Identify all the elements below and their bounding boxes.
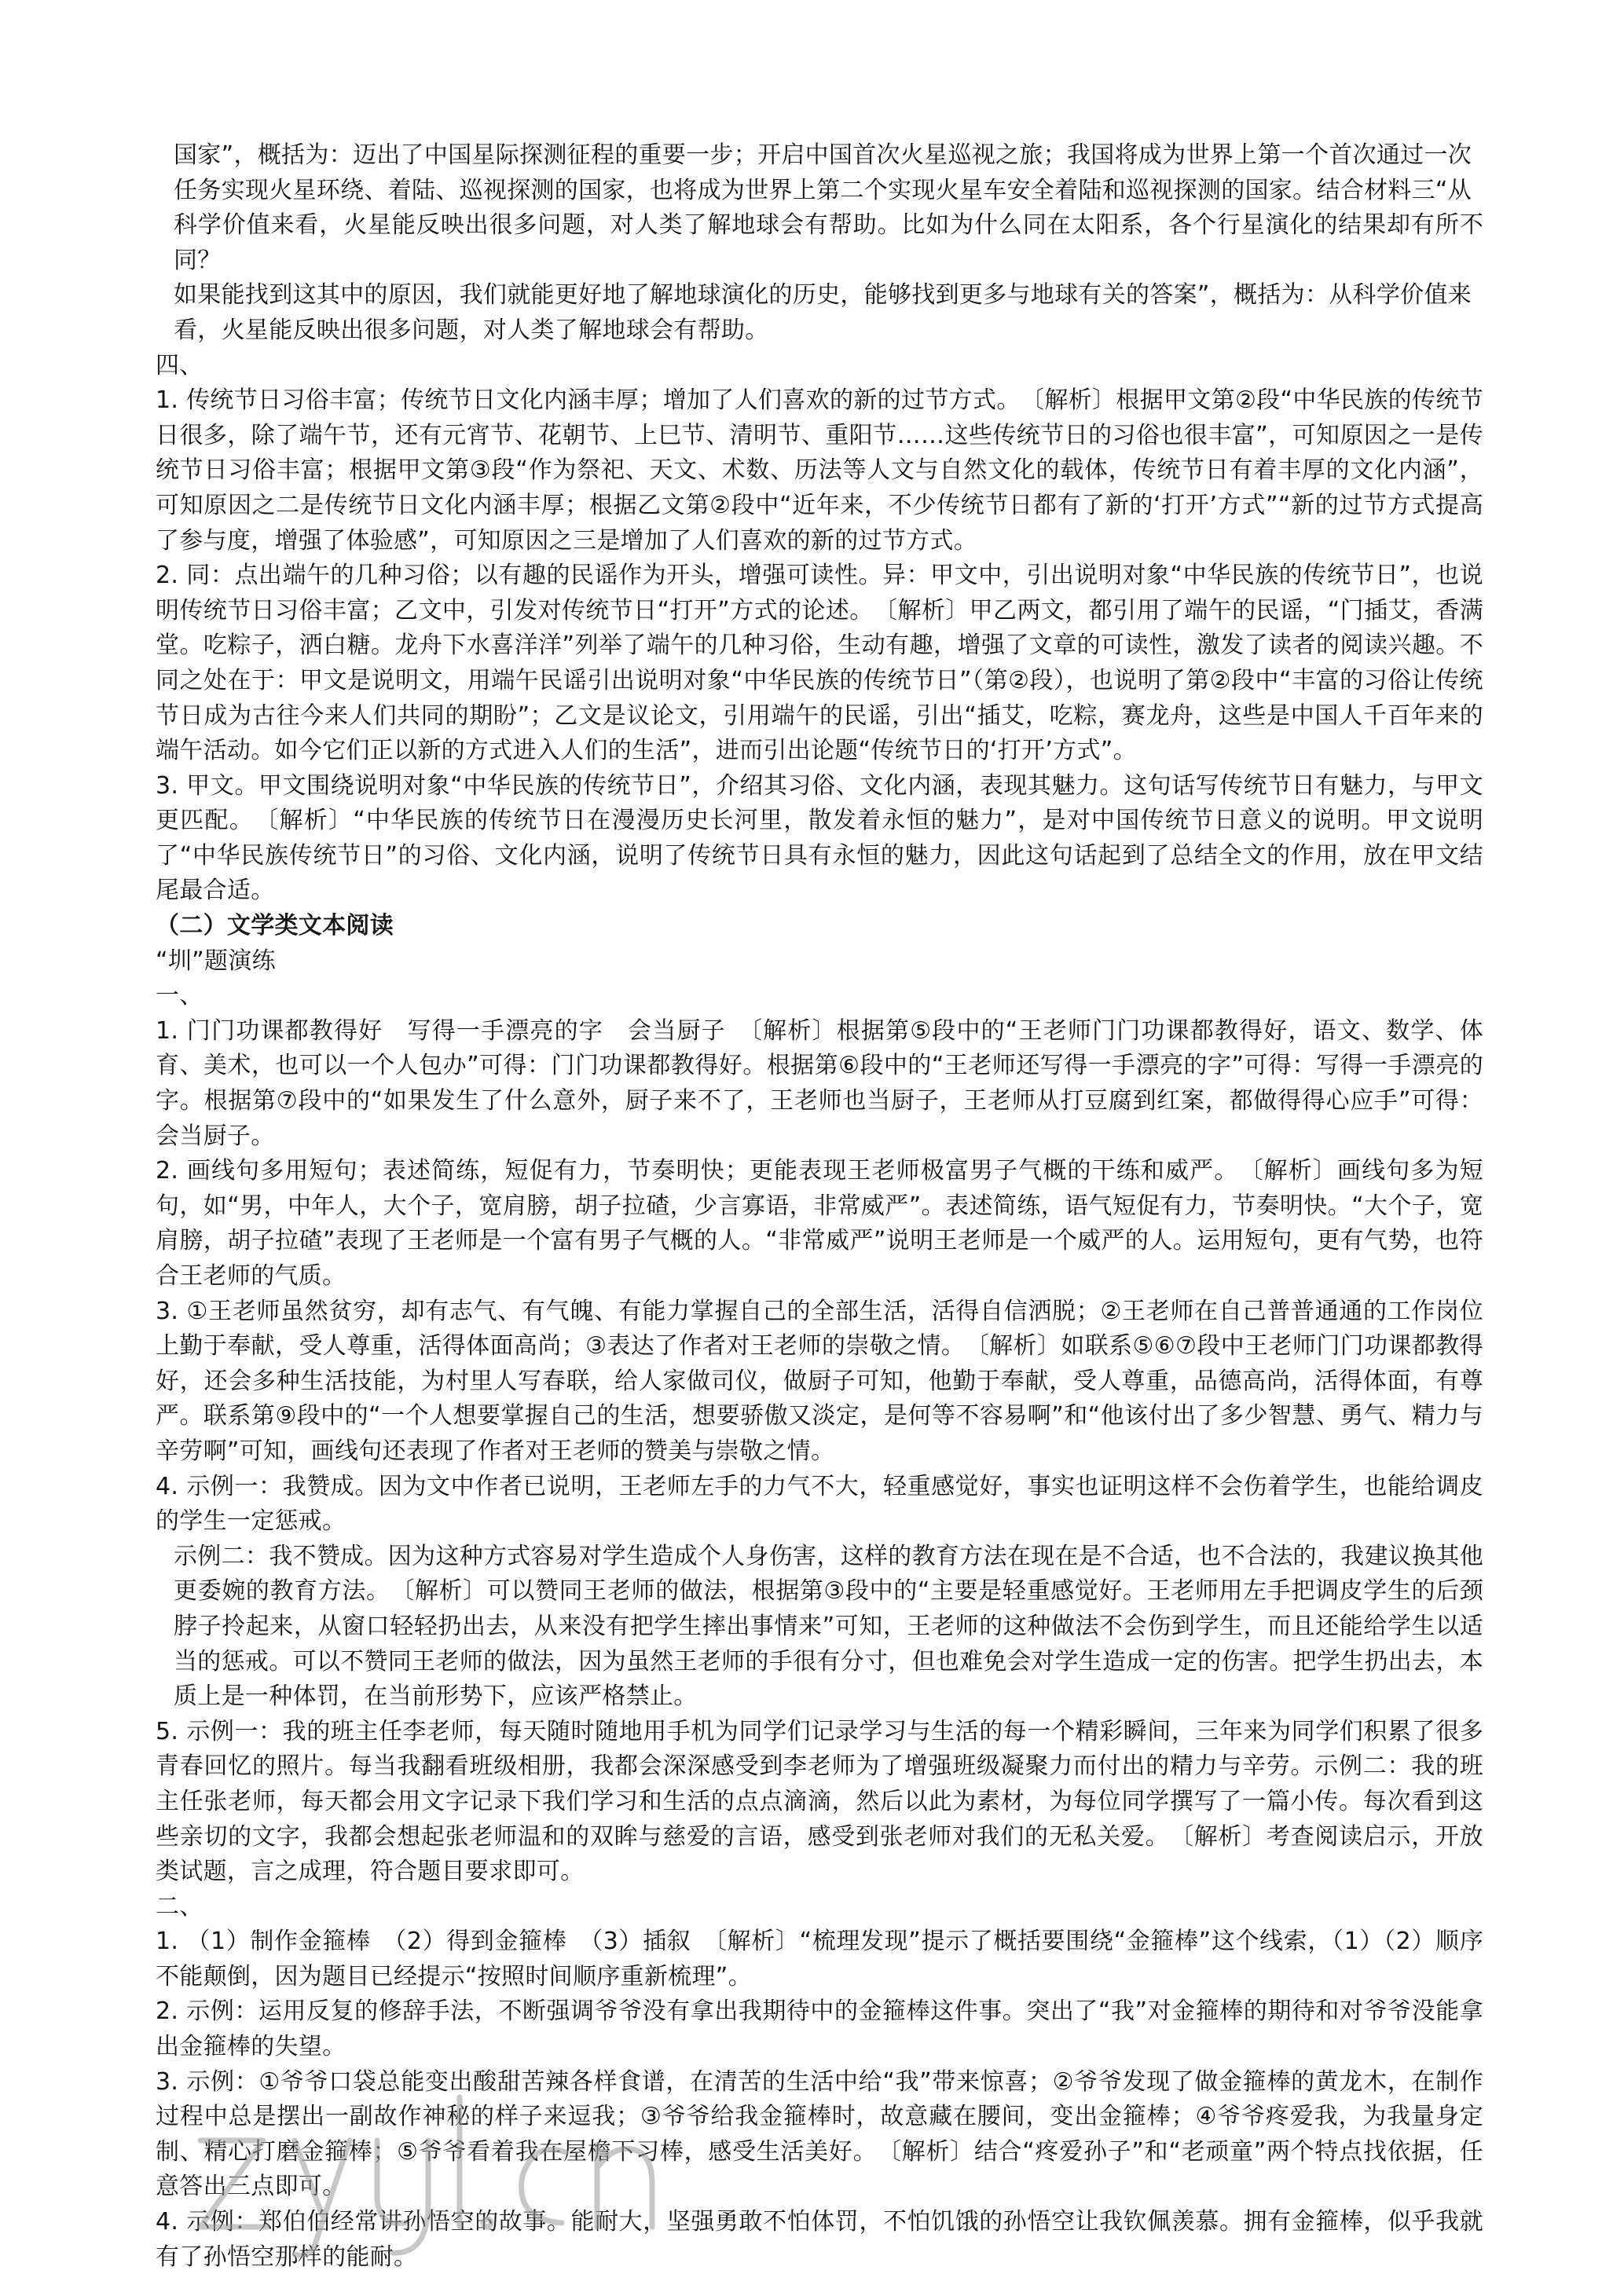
intro-line-3: 科学价值来看，火星能反映出很多问题，对人类了解地球会有帮助。比如为什么同在太阳系，各个行星演化的结果却有所不同？	[174, 211, 1483, 274]
answer-1-4-example-1: 4. 示例一：我赞成。因为文中作者已说明，王老师左手的力气不大，轻重感觉好，事实也证明这样不会伤着学生，也能给调皮的学生一定惩戒。	[156, 1472, 1483, 1536]
answer-page	[156, 138, 1483, 2275]
intro-line-2: 任务实现火星环绕、着陆、巡视探测的国家，也将成为世界上第二个实现火星车安全着陆和巡视探测的国家。结合材料三“从	[174, 176, 1472, 204]
section-four-heading: 四、	[156, 351, 203, 379]
answer-4-1: 1. 传统节日习俗丰富；传统节日文化内涵丰厚；增加了人们喜欢的新的过节方式。 〔解析〕根据甲文第②段“中华民族的传统节日很多，除了端午节，还有元宵节、花朝节、上巳节、清明节、重阳节……这些传统节日的习俗也很丰富”，可知原因之一是传统节日习俗丰富；根据甲文第③段“作为祭祀、天文、术数、历法等人文与自然文化的载体，传统节日有着丰厚的文化内涵”，可知原因之二是传统节日文化内涵丰厚；根据乙文第②段中“近年来，不少传统节日都有了新的‘打开’方式”“新的过节方式提高了参与度，增强了体验感”，可知原因之三是增加了人们喜欢的新的过节方式。	[156, 386, 1483, 555]
answer-4-3: 3. 甲文。甲文围绕说明对象“中华民族的传统节日”，介绍其习俗、文化内涵，表现其魅力。这句话写传统节日有魅力，与甲文更匹配。 〔解析〕“中华民族的传统节日在漫漫历史长河里，散发着永恒的魅力”，是对中国传统节日意义的说明。甲文说明了“中华民族传统节日”的习俗、文化内涵，说明了传统节日具有永恒的魅力，因此这句话起到了总结全文的作用，放在甲文结尾最合适。	[156, 771, 1483, 905]
answer-4-2: 2. 同：点出端午的几种习俗；以有趣的民谣作为开头，增强可读性。异：甲文中，引出说明对象“中华民族的传统节日”，也说明传统节日习俗丰富；乙文中，引发对传统节日“打开”方式的论述。 〔解析〕甲乙两文，都引用了端午的民谣，“门插艾，香满堂。吃粽子，洒白糖。龙舟下水喜洋洋”列举了端午的几种习俗，生动有趣，增强了文章的可读性，激发了读者的阅读兴趣。不同之处在于：甲文是说明文，用端午民谣引出说明对象“中华民族的传统节日”（第②段），也说明了第②段中“丰富的习俗让传统节日成为古往今来人们共同的期盼”；乙文是议论文，引用端午的民谣，引出“插艾，吃粽，赛龙舟，这些是中国人千百年来的端午活动。如今它们正以新的方式进入人们的生活”，进而引出论题“传统节日的‘打开’方式”。	[156, 562, 1483, 765]
answer-1-4-example-2: 示例二：我不赞成。因为这种方式容易对学生造成个人身伤害，这样的教育方法在现在是不合适，也不合法的，我建议换其他更委婉的教育方法。 〔解析〕可以赞同王老师的做法，根据第③段中的“主要是轻重感觉好。王老师用左手把调皮学生的后颈脖子拎起来，从窗口轻轻扔出去，从来没有把学生摔出事情来”可知，王老师的这种做法不会伤到学生，而且还能给学生以适当的惩戒。可以不赞同王老师的做法，因为虽然王老师的手很有分寸，但也难免会对学生造成一定的伤害。把学生扔出去，本质上是一种体罚，在当前形势下，应该严格禁止。	[174, 1542, 1483, 1711]
section-subtitle: “圳”题演练	[156, 947, 276, 975]
intro-line-5: 看，火星能反映出很多问题，对人类了解地球会有帮助。	[174, 316, 769, 344]
answer-1-5: 5. 示例一：我的班主任李老师，每天随时随地用手机为同学们记录学习与生活的每一个精彩瞬间，三年来为同学们积累了很多青春回忆的照片。每当我翻看班级相册，我都会深深感受到李老师为了增强班级凝聚力而付出的精力与辛劳。示例二：我的班主任张老师，每天都会用文字记录下我们学习和生活的点点滴滴，然后以此为素材，为每位同学撰写了一篇小传。每次看到这些亲切的文字，我都会想起张老师温和的双眸与慈爱的言语，感受到张老师对我们的无私关爱。 〔解析〕考查阅读启示，开放类试题，言之成理，符合题目要求即可。	[156, 1717, 1483, 1886]
watermark-logo-icon	[177, 2066, 680, 2262]
answer-2-3: 3. 示例：①爷爷口袋总能变出酸甜苦辣各样食谱，在清苦的生活中给“我”带来惊喜；②爷爷发现了做金箍棒的黄龙木，在制作过程中总是摆出一副故作神秘的样子来逗我；③爷爷给我金箍棒时，故意藏在腰间，变出金箍棒；④爷爷疼爱我，为我量身定制、精心打磨金箍棒；⑤爷爷看着我在屋檐下习棒，感受生活美好。 〔解析〕结合“疼爱孙子”和“老顽童”两个特点找依据，任意答出三点即可。	[156, 2067, 1483, 2201]
answer-2-4: 4. 示例：郑伯伯经常讲孙悟空的故事。能耐大，坚强勇敢不怕体罚，不怕饥饿的孙悟空让我钦佩羡慕。拥有金箍棒，似乎我就有了孙悟空那样的能耐。	[156, 2208, 1483, 2271]
group-one-heading: 一、	[156, 982, 203, 1010]
intro-line-1: 国家”，概括为：迈出了中国星际探测征程的重要一步；开启中国首次火星巡视之旅；我国将成为世界上第一个首次通过一次	[174, 141, 1472, 169]
group-two-heading: 二、	[156, 1892, 203, 1921]
section-title-literary: （二）文学类文本阅读	[156, 912, 394, 940]
intro-line-4: 如果能找到这其中的原因，我们就能更好地了解地球演化的历史，能够找到更多与地球有关的答案”，概括为：从科学价值来	[174, 281, 1472, 309]
answer-2-2: 2. 示例：运用反复的修辞手法，不断强调爷爷没有拿出我期待中的金箍棒这件事。突出了“我”对金箍棒的期待和对爷爷没能拿出金箍棒的失望。	[156, 1998, 1483, 2061]
answer-2-1: 1. （1）制作金箍棒 （2）得到金箍棒 （3）插叙 〔解析〕“梳理发现”提示了概括要围绕“金箍棒”这个线索，（1）（2）顺序不能颠倒，因为题目已经提示“按照时间顺序重新梳理”。	[156, 1928, 1483, 1990]
answer-1-1: 1. 门门功课都教得好 写得一手漂亮的字 会当厨子 〔解析〕根据第⑤段中的“王老师门门功课都教得好，语文、数学、体育、美术，也可以一个人包办”可得：门门功课都教得好。根据第⑥段中的“王老师还写得一手漂亮的字”可得：写得一手漂亮的字。根据第⑦段中的“如果发生了什么意外，厨子来不了，王老师也当厨子，王老师从打豆腐到红案，都做得得心应手”可得：会当厨子。	[156, 1016, 1483, 1150]
answer-1-2: 2. 画线句多用短句；表述简练，短促有力，节奏明快；更能表现王老师极富男子气概的干练和威严。 〔解析〕画线句多为短句，如“男，中年人，大个子，宽肩膀，胡子拉碴，少言寡语，非常威严”。表述简练，语气短促有力，节奏明快。“大个子，宽肩膀，胡子拉碴”表现了王老师是一个富有男子气概的人。“非常威严”说明王老师是一个威严的人。运用短句，更有气势，也符合王老师的气质。	[156, 1157, 1483, 1290]
answer-1-3: 3. ①王老师虽然贫穷，却有志气、有气魄、有能力掌握自己的全部生活，活得自信洒脱；②王老师在自己普普通通的工作岗位上勤于奉献，受人尊重，活得体面高尚；③表达了作者对王老师的崇敬之情。 〔解析〕如联系⑤⑥⑦段中王老师门门功课都教得好，还会多种生活技能，为村里人写春联，给人家做司仪，做厨子可知，他勤于奉献，受人尊重，品德高尚，活得体面，有尊严。联系第⑨段中的“一个人想要掌握自己的生活，想要骄傲又淡定，是何等不容易啊”和“他该付出了多少智慧、勇气、精力与辛劳啊”可知，画线句还表现了作者对王老师的赞美与崇敬之情。	[156, 1297, 1483, 1465]
